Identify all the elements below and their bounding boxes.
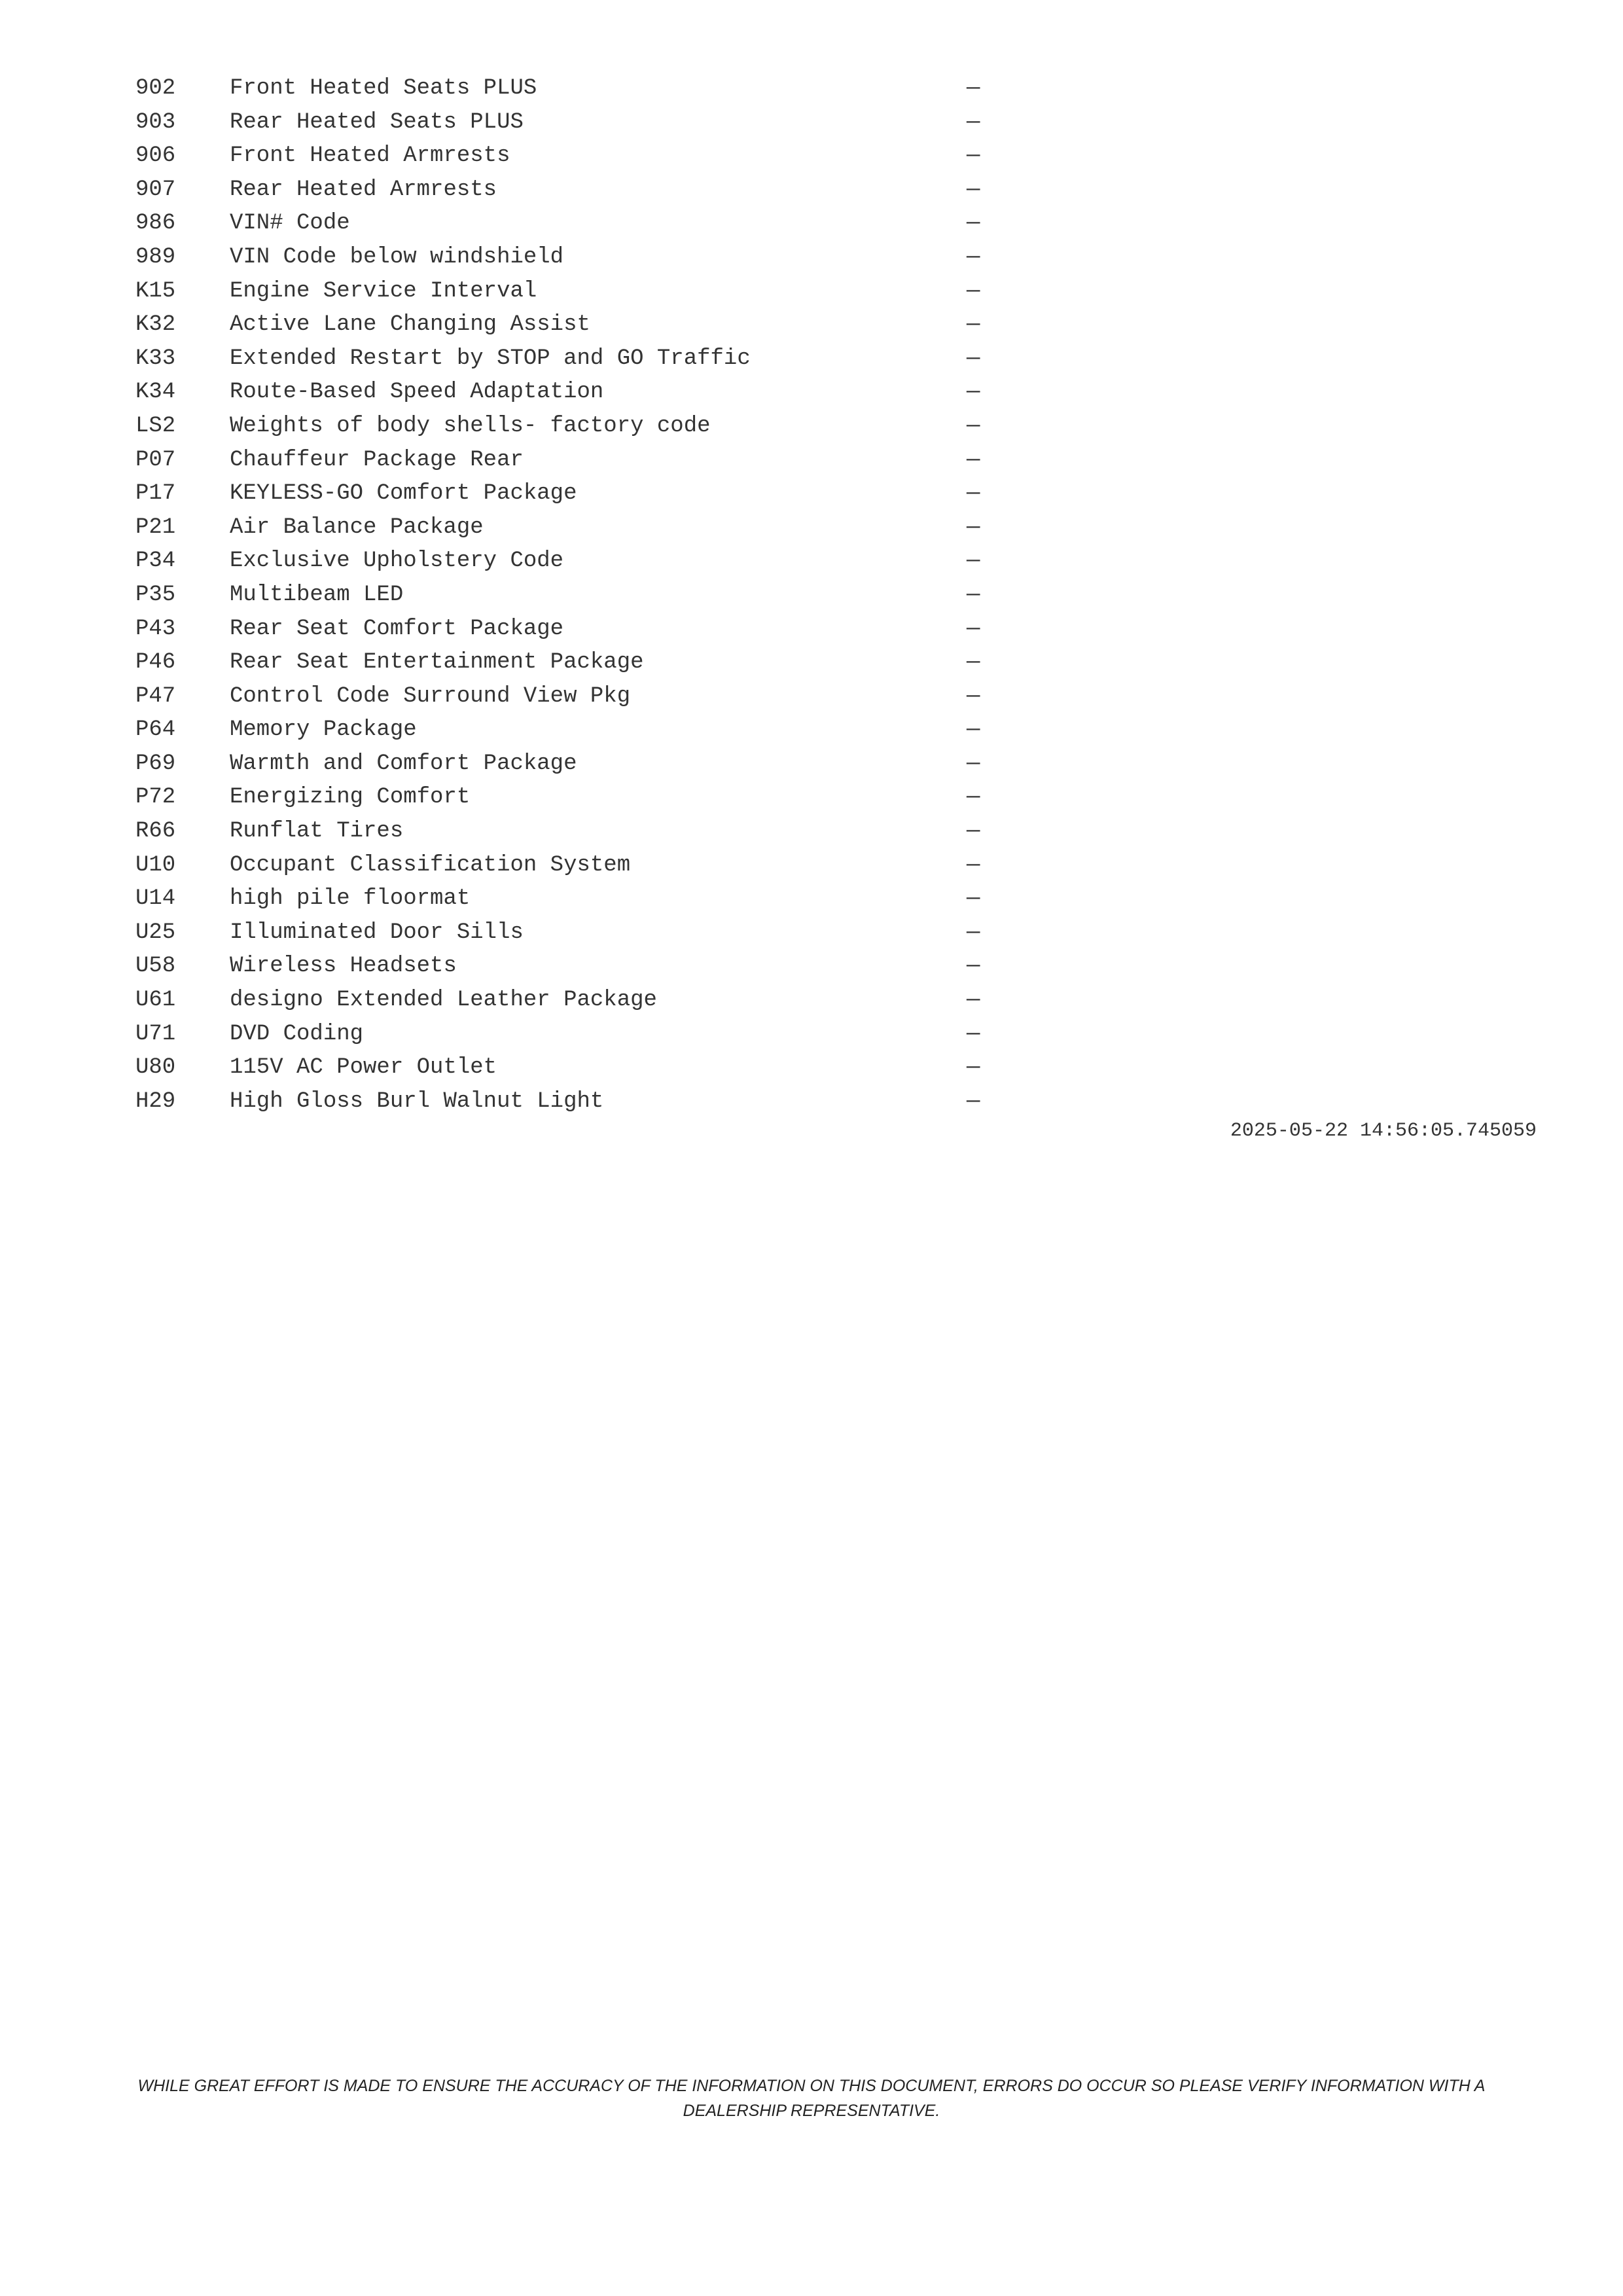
option-code: P35 bbox=[135, 582, 176, 607]
option-row bbox=[135, 984, 999, 1018]
option-code: 902 bbox=[135, 76, 176, 101]
option-value: — bbox=[967, 380, 980, 405]
option-value: — bbox=[967, 481, 980, 507]
option-code: P64 bbox=[135, 717, 176, 743]
option-value: — bbox=[967, 751, 980, 776]
option-description: Illuminated Door Sills bbox=[230, 920, 524, 945]
option-code: P47 bbox=[135, 683, 176, 709]
option-code: P34 bbox=[135, 548, 176, 574]
option-value: — bbox=[967, 346, 980, 371]
option-description: Energizing Comfort bbox=[230, 785, 471, 810]
option-description: Air Balance Package bbox=[230, 514, 484, 540]
option-value: — bbox=[967, 244, 980, 270]
option-code: U71 bbox=[135, 1021, 176, 1047]
option-code: P46 bbox=[135, 650, 176, 675]
option-code: R66 bbox=[135, 819, 176, 844]
option-value: — bbox=[967, 312, 980, 338]
option-row bbox=[135, 680, 999, 714]
option-code: P07 bbox=[135, 447, 176, 473]
option-row bbox=[135, 781, 999, 815]
option-code: 986 bbox=[135, 211, 176, 236]
option-description: Occupant Classification System bbox=[230, 852, 631, 878]
option-row bbox=[135, 376, 999, 410]
option-description: Exclusive Upholstery Code bbox=[230, 548, 564, 574]
option-value: — bbox=[967, 1088, 980, 1114]
option-code: P17 bbox=[135, 481, 176, 507]
option-value: — bbox=[967, 76, 980, 101]
option-row bbox=[135, 477, 999, 511]
option-description: DVD Coding bbox=[230, 1021, 364, 1047]
option-row bbox=[135, 173, 999, 207]
option-value: — bbox=[967, 143, 980, 169]
option-value: — bbox=[967, 548, 980, 574]
option-description: Chauffeur Package Rear bbox=[230, 447, 524, 473]
option-value: — bbox=[967, 211, 980, 236]
option-row bbox=[135, 308, 999, 342]
options-list bbox=[135, 72, 999, 1119]
option-value: — bbox=[967, 616, 980, 641]
option-code: P69 bbox=[135, 751, 176, 776]
option-description: Warmth and Comfort Package bbox=[230, 751, 577, 776]
option-row bbox=[135, 950, 999, 984]
option-value: — bbox=[967, 650, 980, 675]
option-row bbox=[135, 275, 999, 309]
option-code: U10 bbox=[135, 852, 176, 878]
option-code: P43 bbox=[135, 616, 176, 641]
option-row bbox=[135, 1051, 999, 1085]
option-code: 989 bbox=[135, 244, 176, 270]
option-row bbox=[135, 849, 999, 883]
generated-timestamp: 2025-05-22 14:56:05.745059 bbox=[1230, 1120, 1537, 1142]
option-description: Extended Restart by STOP and GO Traffic bbox=[230, 346, 751, 371]
option-row bbox=[135, 1085, 999, 1119]
option-row bbox=[135, 815, 999, 849]
option-row bbox=[135, 207, 999, 241]
option-value: — bbox=[967, 582, 980, 607]
option-row bbox=[135, 410, 999, 444]
option-value: — bbox=[967, 683, 980, 709]
option-row bbox=[135, 545, 999, 579]
option-row bbox=[135, 511, 999, 545]
option-value: — bbox=[967, 278, 980, 304]
option-value: — bbox=[967, 413, 980, 439]
disclaimer-footer: WHILE GREAT EFFORT IS MADE TO ENSURE THE ACCURACY OF THE INFORMATION ON THIS DOCUMENT, ERRORS DO OCCUR SO PLEASE VERIFY INFORMATION WITH A DEALERSHIP REPRESENTATIVE. bbox=[137, 2077, 1486, 2120]
option-row bbox=[135, 747, 999, 781]
option-description: Route-Based Speed Adaptation bbox=[230, 380, 604, 405]
option-description: Memory Package bbox=[230, 717, 417, 743]
option-code: LS2 bbox=[135, 413, 176, 439]
option-description: VIN# Code bbox=[230, 211, 350, 236]
option-description: Front Heated Armrests bbox=[230, 143, 510, 169]
option-code: U61 bbox=[135, 988, 176, 1013]
option-row bbox=[135, 713, 999, 747]
option-value: — bbox=[967, 1055, 980, 1081]
option-row bbox=[135, 139, 999, 173]
option-description: Wireless Headsets bbox=[230, 954, 457, 979]
option-code: H29 bbox=[135, 1088, 176, 1114]
option-value: — bbox=[967, 109, 980, 135]
option-code: U25 bbox=[135, 920, 176, 945]
option-value: — bbox=[967, 819, 980, 844]
option-code: K15 bbox=[135, 278, 176, 304]
option-description: Engine Service Interval bbox=[230, 278, 537, 304]
option-code: U80 bbox=[135, 1055, 176, 1081]
option-value: — bbox=[967, 954, 980, 979]
option-code: P72 bbox=[135, 785, 176, 810]
option-code: K33 bbox=[135, 346, 176, 371]
option-description: Multibeam LED bbox=[230, 582, 404, 607]
option-code: K32 bbox=[135, 312, 176, 338]
option-code: 906 bbox=[135, 143, 176, 169]
option-row bbox=[135, 72, 999, 106]
option-value: — bbox=[967, 177, 980, 202]
option-description: high pile floormat bbox=[230, 886, 471, 912]
option-description: 115V AC Power Outlet bbox=[230, 1055, 497, 1081]
option-value: — bbox=[967, 852, 980, 878]
option-row bbox=[135, 882, 999, 916]
option-value: — bbox=[967, 988, 980, 1013]
option-value: — bbox=[967, 514, 980, 540]
option-code: U14 bbox=[135, 886, 176, 912]
option-row bbox=[135, 646, 999, 680]
option-description: Control Code Surround View Pkg bbox=[230, 683, 631, 709]
option-value: — bbox=[967, 447, 980, 473]
option-description: KEYLESS-GO Comfort Package bbox=[230, 481, 577, 507]
option-code: 903 bbox=[135, 109, 176, 135]
option-code: U58 bbox=[135, 954, 176, 979]
option-row bbox=[135, 916, 999, 950]
option-code: P21 bbox=[135, 514, 176, 540]
option-value: — bbox=[967, 920, 980, 945]
option-description: VIN Code below windshield bbox=[230, 244, 564, 270]
option-row bbox=[135, 444, 999, 478]
option-value: — bbox=[967, 1021, 980, 1047]
option-description: High Gloss Burl Walnut Light bbox=[230, 1088, 604, 1114]
option-description: Rear Seat Entertainment Package bbox=[230, 650, 644, 675]
option-value: — bbox=[967, 785, 980, 810]
option-code: 907 bbox=[135, 177, 176, 202]
option-row bbox=[135, 1018, 999, 1052]
option-description: Rear Heated Seats PLUS bbox=[230, 109, 524, 135]
option-description: Runflat Tires bbox=[230, 819, 404, 844]
option-row bbox=[135, 579, 999, 613]
option-code: K34 bbox=[135, 380, 176, 405]
option-row bbox=[135, 342, 999, 376]
option-value: — bbox=[967, 717, 980, 743]
option-row bbox=[135, 241, 999, 275]
option-description: Weights of body shells- factory code bbox=[230, 413, 711, 439]
option-row bbox=[135, 613, 999, 647]
option-description: Front Heated Seats PLUS bbox=[230, 76, 537, 101]
option-description: Rear Seat Comfort Package bbox=[230, 616, 564, 641]
option-value: — bbox=[967, 886, 980, 912]
option-description: designo Extended Leather Package bbox=[230, 988, 657, 1013]
option-description: Active Lane Changing Assist bbox=[230, 312, 590, 338]
option-row bbox=[135, 106, 999, 140]
option-description: Rear Heated Armrests bbox=[230, 177, 497, 202]
